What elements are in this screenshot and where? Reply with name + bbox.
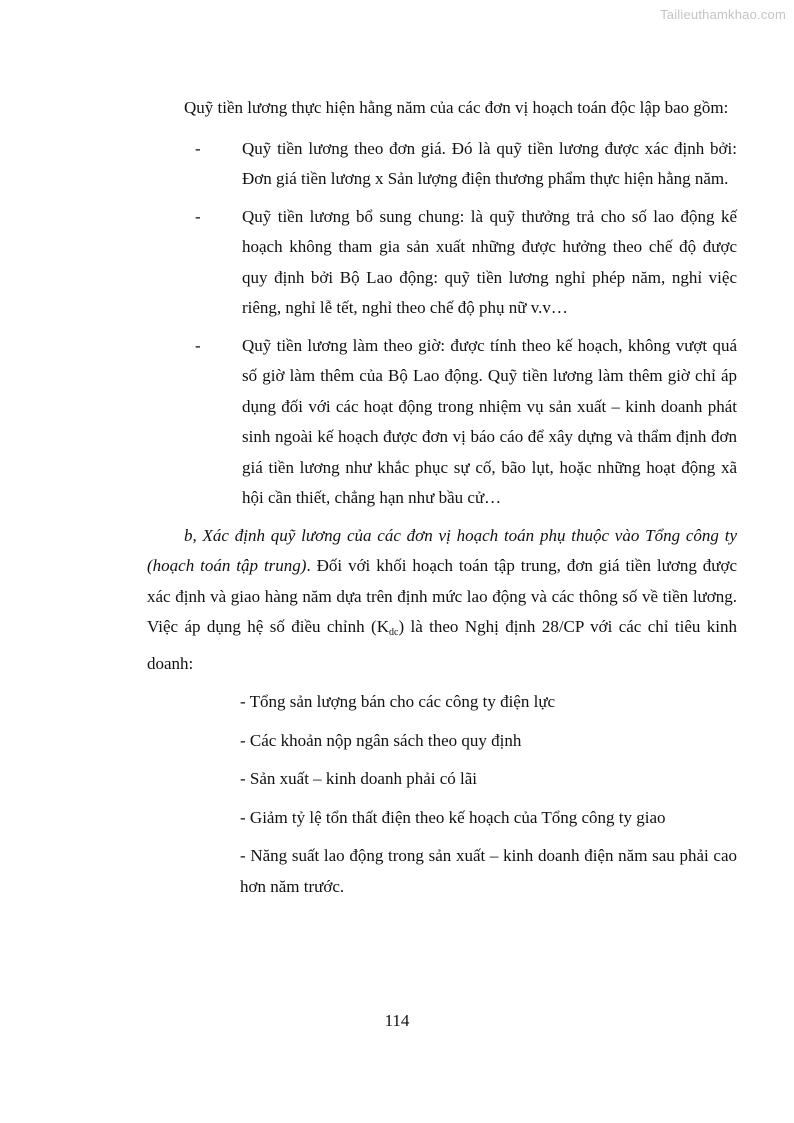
list-item (147, 331, 737, 514)
dash-bullet: - (195, 138, 201, 158)
criteria-item: - Tổng sản lượng bán cho các công ty điện lực (240, 692, 556, 711)
list-item-text: Quỹ tiền lương theo đơn giá. Đó là quỹ tiền lương được xác định bởi: Đơn giá tiền lương x Sản lượng điện thương phẩm thực hiện hằng năm. (242, 138, 737, 188)
list-item (147, 134, 737, 195)
list-item-text: Quỹ tiền lương bổ sung chung: là quỹ thưởng trả cho số lao động kế hoạch không tham gia sản xuất những được hưởng theo chế độ được quy định bởi Bộ Lao động: quỹ tiền lương nghỉ phép năm, nghỉ việc riêng, nghỉ lễ tết, nghỉ theo chế độ phụ nữ v.v… (242, 206, 737, 317)
kdc-subscript: dc (389, 627, 399, 638)
dash-bullet: - (195, 206, 201, 226)
section-b-paragraph (147, 521, 737, 680)
intro-paragraph: Quỹ tiền lương thực hiện hằng năm của các đơn vị hoạch toán độc lập bao gồm: (184, 98, 729, 117)
section-b-text: . Đối với khối hoạch toán tập trung, đơn giá tiền lương được xác định và giao hàng năm dựa trên định mức lao động và các thông số về tiền lương. Việc áp dụng hệ số điều chỉnh (K (147, 556, 738, 636)
criteria-item: - Giảm tỷ lệ tổn thất điện theo kế hoạch của Tổng công ty giao (240, 807, 666, 827)
document-body (147, 93, 737, 910)
page-number: 114 (384, 1011, 410, 1030)
criteria-item: - Sản xuất – kinh doanh phải có lãi (240, 769, 478, 788)
list-item-text: Quỹ tiền lương làm theo giờ: được tính theo kế hoạch, không vượt quá số giờ làm thêm của Bộ Lao động. Quỹ tiền lương làm thêm giờ chỉ áp dụng đối với các hoạt động trong nhiệm vụ sản xuất – kinh doanh phát sinh ngoài kế hoạch được đơn vị báo cáo để xây dựng và thẩm định đơn giá tiền lương như khắc phục sự cố, bão lụt, hoặc những hoạt động xã hội cần thiết, chẳng hạn như bầu cử… (242, 335, 737, 507)
watermark-text: Tailieuthamkhao.com (660, 7, 786, 22)
criteria-item: - Năng suất lao động trong sản xuất – kinh doanh điện năm sau phải cao hơn năm trước. (240, 846, 737, 896)
section-b-text-end: ) là theo Nghị định 28/CP với các chỉ tiêu kinh doanh: (147, 617, 737, 673)
list-item (147, 202, 737, 324)
dash-bullet: - (195, 335, 201, 355)
criteria-item: - Các khoản nộp ngân sách theo quy định (240, 730, 522, 750)
business-criteria-list (147, 687, 737, 902)
section-b-heading: b, Xác định quỹ lương của các đơn vị hoạch toán phụ thuộc vào Tổng công ty (hoạch toán tập trung) (147, 525, 737, 575)
salary-fund-list (147, 134, 737, 514)
